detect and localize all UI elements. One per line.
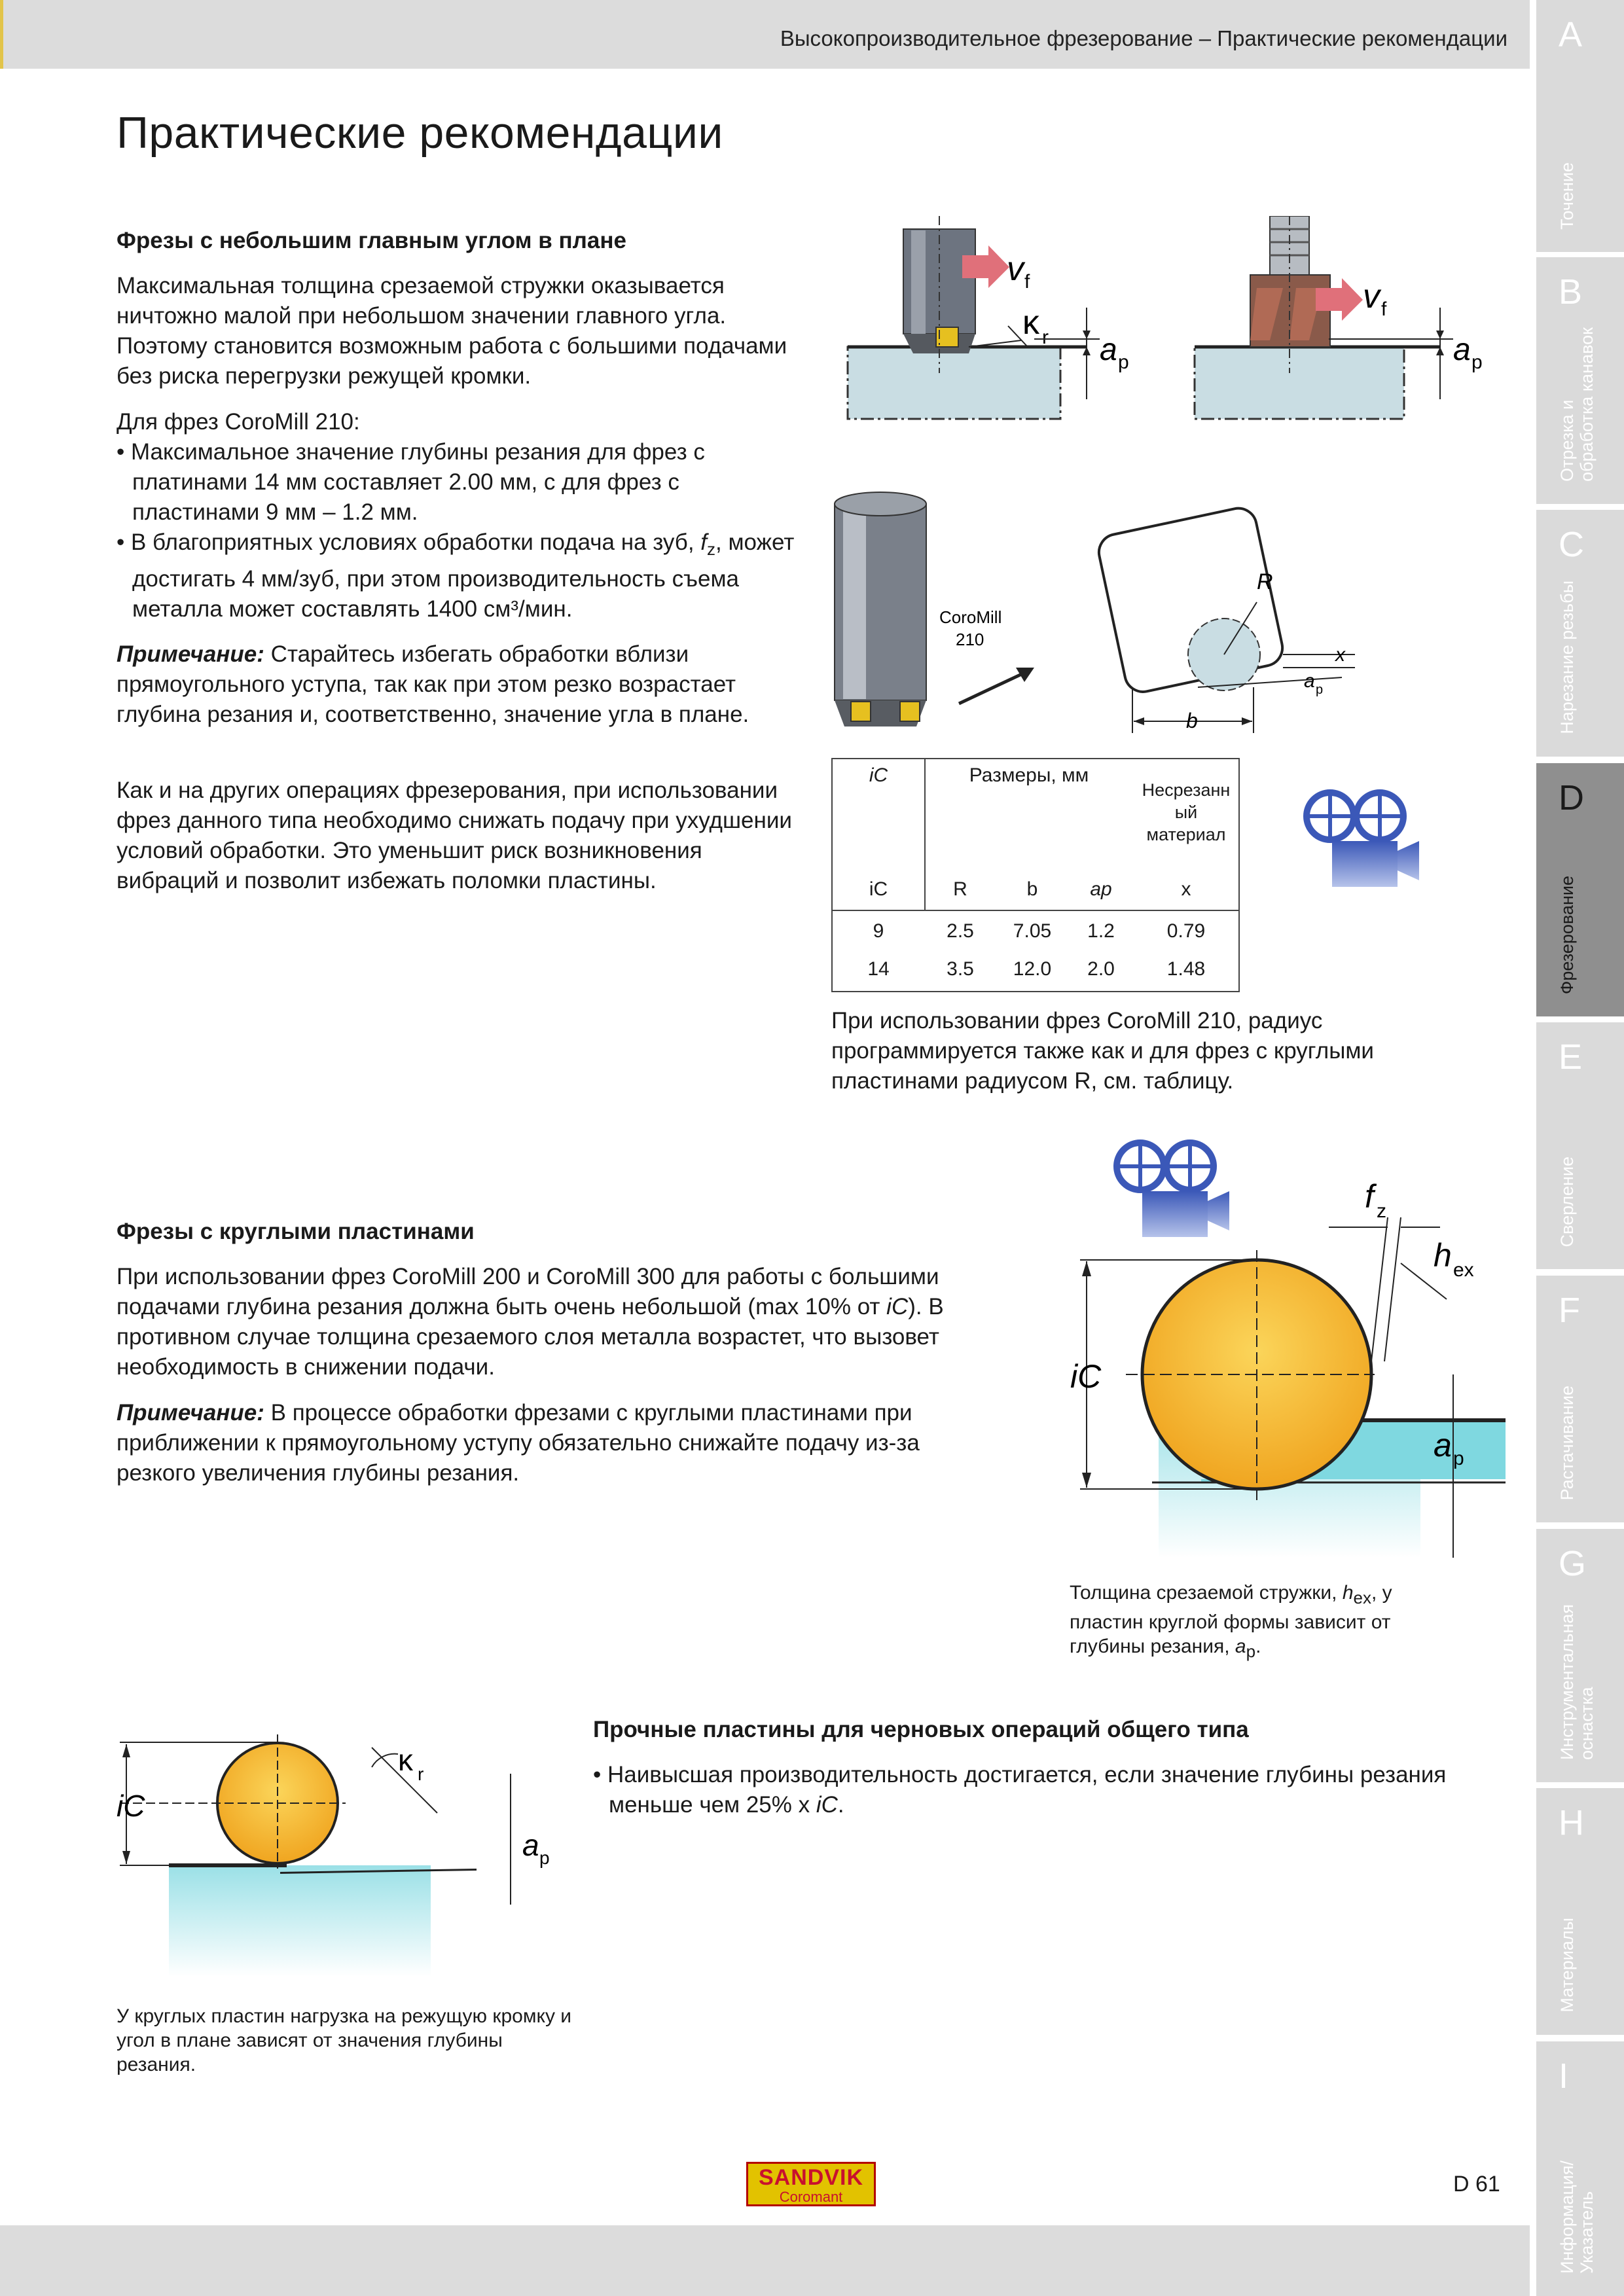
table-col-header: iC bbox=[833, 759, 926, 910]
svg-text:iC: iC bbox=[117, 1789, 145, 1823]
page-header bbox=[0, 0, 1530, 69]
kappa-figure-caption: У круглых пластин нагрузка на режущую кромку и угол в плане зависят от значения глубины резания. bbox=[117, 2005, 572, 2075]
tab-d[interactable] bbox=[1536, 763, 1624, 1016]
section1-bullet-1: • Максимальное значение глубины резания для фрез с платинами 14 мм составляет 2.00 мм, с для фрез с пластинами 9 мм – 1.2 мм. bbox=[117, 439, 705, 525]
svg-text:ex: ex bbox=[1453, 1259, 1474, 1281]
svg-text:a: a bbox=[1434, 1427, 1452, 1463]
workpiece-right bbox=[1195, 347, 1404, 419]
section1-paragraph-1: Максимальная толщина срезаемой стружки оказывается ничтожно малой при небольшом значении главного угла. Поэтому становится возможным работа с большими подачами без риска перегрузки режущей кромки. bbox=[117, 273, 787, 389]
table-cell: 9 bbox=[873, 920, 884, 942]
section2-heading: Фрезы с круглыми пластинами bbox=[117, 1219, 475, 1244]
table-subheader: iC bbox=[869, 878, 888, 900]
table-cell: 2.5 bbox=[947, 920, 974, 942]
svg-text:b: b bbox=[1186, 709, 1198, 732]
svg-text:p: p bbox=[1118, 351, 1129, 373]
table-subheader: R bbox=[953, 878, 967, 900]
tab-letter: D bbox=[1559, 778, 1584, 817]
svg-text:r: r bbox=[418, 1764, 424, 1784]
tab-e[interactable] bbox=[1536, 1022, 1624, 1269]
tab-letter: G bbox=[1559, 1544, 1587, 1583]
header-title: Высокопроизводительное фрезерование – Практические рекомендации bbox=[780, 26, 1507, 50]
tab-letter: I bbox=[1559, 2056, 1569, 2096]
section3-heading: Прочные пластины для черновых операций общего типа bbox=[593, 1717, 1249, 1742]
table-group-header: Размеры, мм bbox=[969, 764, 1089, 786]
svg-text:p: p bbox=[539, 1848, 550, 1868]
tab-letter: A bbox=[1559, 15, 1583, 54]
tab-f[interactable] bbox=[1536, 1276, 1624, 1522]
svg-text:v: v bbox=[1007, 250, 1024, 288]
table-subheader: b bbox=[1026, 878, 1038, 900]
svg-text:κ: κ bbox=[398, 1743, 413, 1777]
tab-label: Точение bbox=[1557, 162, 1577, 230]
svg-text:p: p bbox=[1471, 351, 1483, 373]
tab-letter: F bbox=[1559, 1291, 1580, 1330]
tab-label: Фрезерование bbox=[1557, 875, 1577, 994]
tab-letter: H bbox=[1559, 1803, 1584, 1842]
page-title: Практические рекомендации bbox=[117, 108, 723, 158]
tab-label: Растачивание bbox=[1557, 1385, 1577, 1500]
svg-text:a: a bbox=[1100, 332, 1117, 367]
svg-text:a: a bbox=[522, 1828, 539, 1862]
tab-label: Сверление bbox=[1557, 1156, 1577, 1247]
section1-heading: Фрезы с небольшим главным углом в плане bbox=[117, 228, 626, 253]
tab-g[interactable] bbox=[1536, 1529, 1624, 1782]
tab-h[interactable] bbox=[1536, 1788, 1624, 2035]
coromill-label: CoroMill 210 bbox=[939, 607, 1002, 649]
svg-text:h: h bbox=[1434, 1237, 1452, 1274]
tab-label: Отрезка и обработка канавок bbox=[1557, 327, 1597, 482]
table-cell: 0.79 bbox=[1166, 920, 1206, 942]
table-subheader: x bbox=[1181, 878, 1191, 900]
page-footer bbox=[0, 2225, 1530, 2296]
sandvik-coromant-logo: SANDVIK Coromant bbox=[746, 2162, 876, 2206]
table-cell: 12.0 bbox=[1013, 958, 1052, 980]
section-index-sidebar bbox=[1530, 0, 1624, 2296]
tab-letter: B bbox=[1559, 272, 1583, 312]
tab-letter: E bbox=[1559, 1037, 1583, 1077]
section1-note: Примечание: Старайтесь избегать обработки вблизи прямоугольного уступа, так как при этом резко возрастает глубина резания и, соответственно, значение угла в плане. bbox=[117, 641, 749, 727]
svg-text:κ: κ bbox=[1022, 304, 1039, 342]
svg-text:R: R bbox=[1257, 569, 1273, 594]
round-insert-hex-figure bbox=[1060, 1165, 1519, 1577]
workpiece-left bbox=[848, 347, 1060, 419]
section1-paragraph-3: Как и на других операциях фрезерования, при использовании фрез данного типа необходимо снижать подачу при ухудшении условий обработки. Это уменьшит риск возникновения вибраций и позволит избежать поломки пластины. bbox=[117, 778, 792, 893]
svg-text:iC: iC bbox=[1070, 1358, 1102, 1395]
svg-text:x: x bbox=[1335, 644, 1345, 666]
svg-text:a: a bbox=[1304, 670, 1315, 692]
page-number: D 61 bbox=[1453, 2172, 1500, 2197]
svg-text:p: p bbox=[1453, 1448, 1464, 1469]
dimensions-table bbox=[831, 758, 1240, 992]
header-accent bbox=[0, 0, 3, 69]
tab-label: Материалы bbox=[1557, 1918, 1577, 2013]
section2-paragraph: При использовании фрез CoroMill 200 и CoroMill 300 для работы с большими подачами глубина резания должна быть очень небольшой (max 10% от iC). В противном случае толщина срезаемого слоя металла возрастет, что вызовет необходимость в снижении подачи. bbox=[117, 1264, 944, 1380]
svg-text:r: r bbox=[1042, 327, 1049, 348]
table-uncut-header: Несрезанн ый материал bbox=[1142, 780, 1231, 844]
tab-label: Нарезание резьбы bbox=[1557, 581, 1577, 734]
table-cell: 7.05 bbox=[1013, 920, 1052, 942]
svg-text:v: v bbox=[1363, 278, 1380, 315]
svg-text:f: f bbox=[1024, 271, 1030, 293]
tab-label: Инструментальная оснастка bbox=[1557, 1604, 1597, 1760]
tab-i[interactable] bbox=[1536, 2041, 1624, 2296]
svg-text:f: f bbox=[1365, 1178, 1374, 1215]
tab-label: Информация/ Указатель bbox=[1557, 2161, 1597, 2274]
svg-text:f: f bbox=[1381, 298, 1387, 320]
section1-paragraph-2: Для фрез CoroMill 210: bbox=[117, 409, 360, 435]
tab-b[interactable] bbox=[1536, 257, 1624, 504]
svg-text:z: z bbox=[1377, 1200, 1386, 1222]
tab-c[interactable] bbox=[1536, 510, 1624, 757]
tab-a[interactable] bbox=[1536, 0, 1624, 252]
section3-bullet: • Наивысшая производительность достигается, если значение глубины резания меньше чем 25% x iC. bbox=[593, 1762, 1447, 1818]
table-cell: 3.5 bbox=[947, 958, 974, 980]
table-cell: 1.48 bbox=[1166, 958, 1206, 980]
section2-note: Примечание: В процессе обработки фрезами с круглыми пластинами при приближении к прямоугольному уступу обязательно снижайте подачу из-за резкого увеличения глубины резания. bbox=[117, 1400, 920, 1486]
table-cell: 2.0 bbox=[1087, 958, 1115, 980]
table-cell: 1.2 bbox=[1087, 920, 1115, 942]
round-insert-kappa-figure bbox=[110, 1708, 568, 1983]
table-cell: 14 bbox=[867, 958, 890, 980]
tab-letter: C bbox=[1559, 525, 1584, 564]
section1-bullet-2: • В благоприятных условиях обработки подача на зуб, $f_z$, может достигать 4 мм/зуб, при этом производительность съема металла может составлять 1400 см³/мин. bbox=[117, 529, 795, 622]
video-camera-icon[interactable] bbox=[1303, 789, 1420, 887]
hex-figure-caption: Толщина срезаемой стружки, $h_{ex}$, у пластин круглой формы зависит от глубины резания, $a_p$. bbox=[1070, 1582, 1392, 1661]
table-caption: При использовании фрез CoroMill 210, радиус программируется также как и для фрез с круглыми пластинами радиусом R, см. таблицу. bbox=[831, 1008, 1374, 1094]
coromill-210-figure bbox=[831, 491, 1375, 740]
svg-text:a: a bbox=[1453, 332, 1471, 367]
table-subheader: ap bbox=[1090, 878, 1112, 900]
low-angle-cutters-figure bbox=[838, 216, 1519, 425]
svg-text:p: p bbox=[1316, 683, 1324, 697]
insert-icon bbox=[851, 702, 871, 721]
